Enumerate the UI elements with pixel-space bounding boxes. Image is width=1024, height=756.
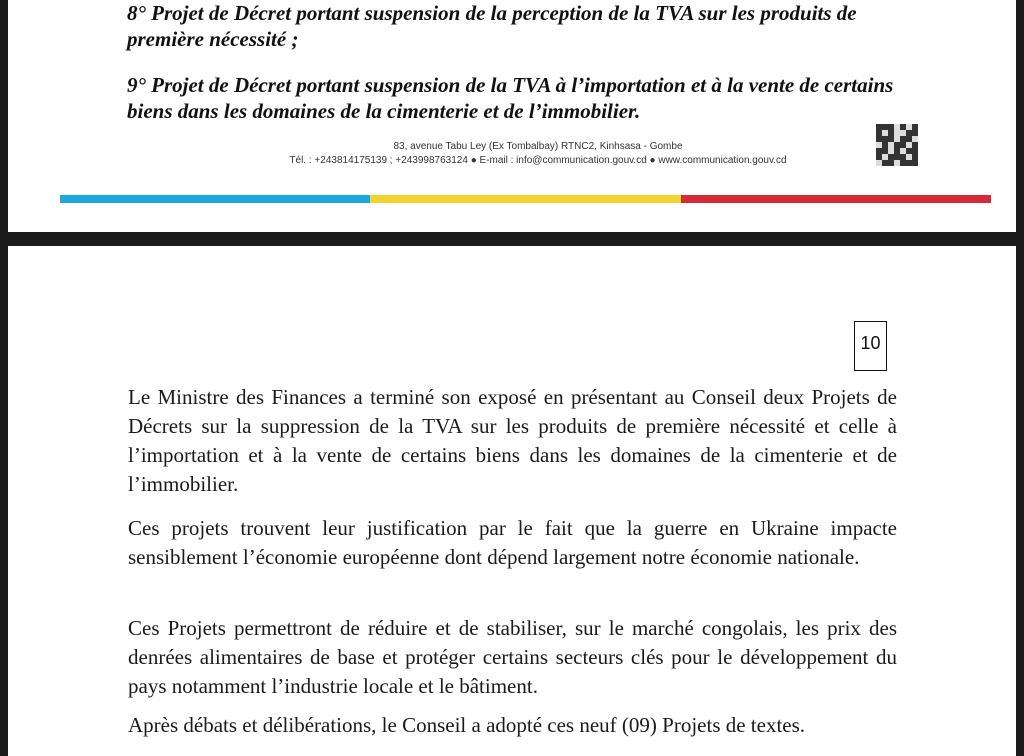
footer-address: 83, avenue Tabu Ley (Ex Tombalbay) RTNC2, Kinhsasa - Gombe: [393, 141, 683, 152]
paragraph-4: Après débats et délibérations, le Conseil a adopté ces neuf (09) Projets de textes.: [128, 713, 806, 737]
flag-color-bar: [60, 195, 991, 203]
paragraph-1: Le Ministre des Finances a terminé son exposé en présentant au Conseil deux Projets de Décrets sur la suppression de la TVA sur les produits de première nécessité et celle à l’importation et à la vente de certains biens dans les domaines de la cimenterie et de l’immobilier.: [128, 385, 897, 496]
qr-code-icon: [876, 124, 918, 166]
page-number: 10: [854, 321, 887, 371]
flag-bar-yellow: [370, 195, 680, 203]
decree-item-8: 8° Projet de Décret portant suspension de la perception de la TVA sur les produits de première nécessité ;: [127, 1, 857, 51]
paragraph-3: Ces Projets permettront de réduire et de stabiliser, sur le marché congolais, les prix des denrées alimentaires de base et protéger certains secteurs clés pour le développement du pays notamment l’industrie locale et le bâtiment.: [128, 616, 897, 698]
paragraph-2: Ces projets trouvent leur justification par le fait que la guerre en Ukraine impacte sensiblement l’économie européenne dont dépend largement notre économie nationale.: [128, 516, 897, 569]
document-page-bottom: [8, 246, 1016, 756]
flag-bar-blue: [60, 195, 370, 203]
document-page-top: [8, 0, 1016, 232]
footer-contact: Tél. : +243814175139 ; +243998763124 ● E-mail : info@communication.gouv.cd ● www.communication.gouv.cd: [289, 155, 787, 166]
decree-item-9: 9° Projet de Décret portant suspension de la TVA à l’importation et à la vente de certains biens dans les domaines de la cimenterie et de l’immobilier.: [127, 73, 894, 123]
flag-bar-red: [681, 195, 991, 203]
